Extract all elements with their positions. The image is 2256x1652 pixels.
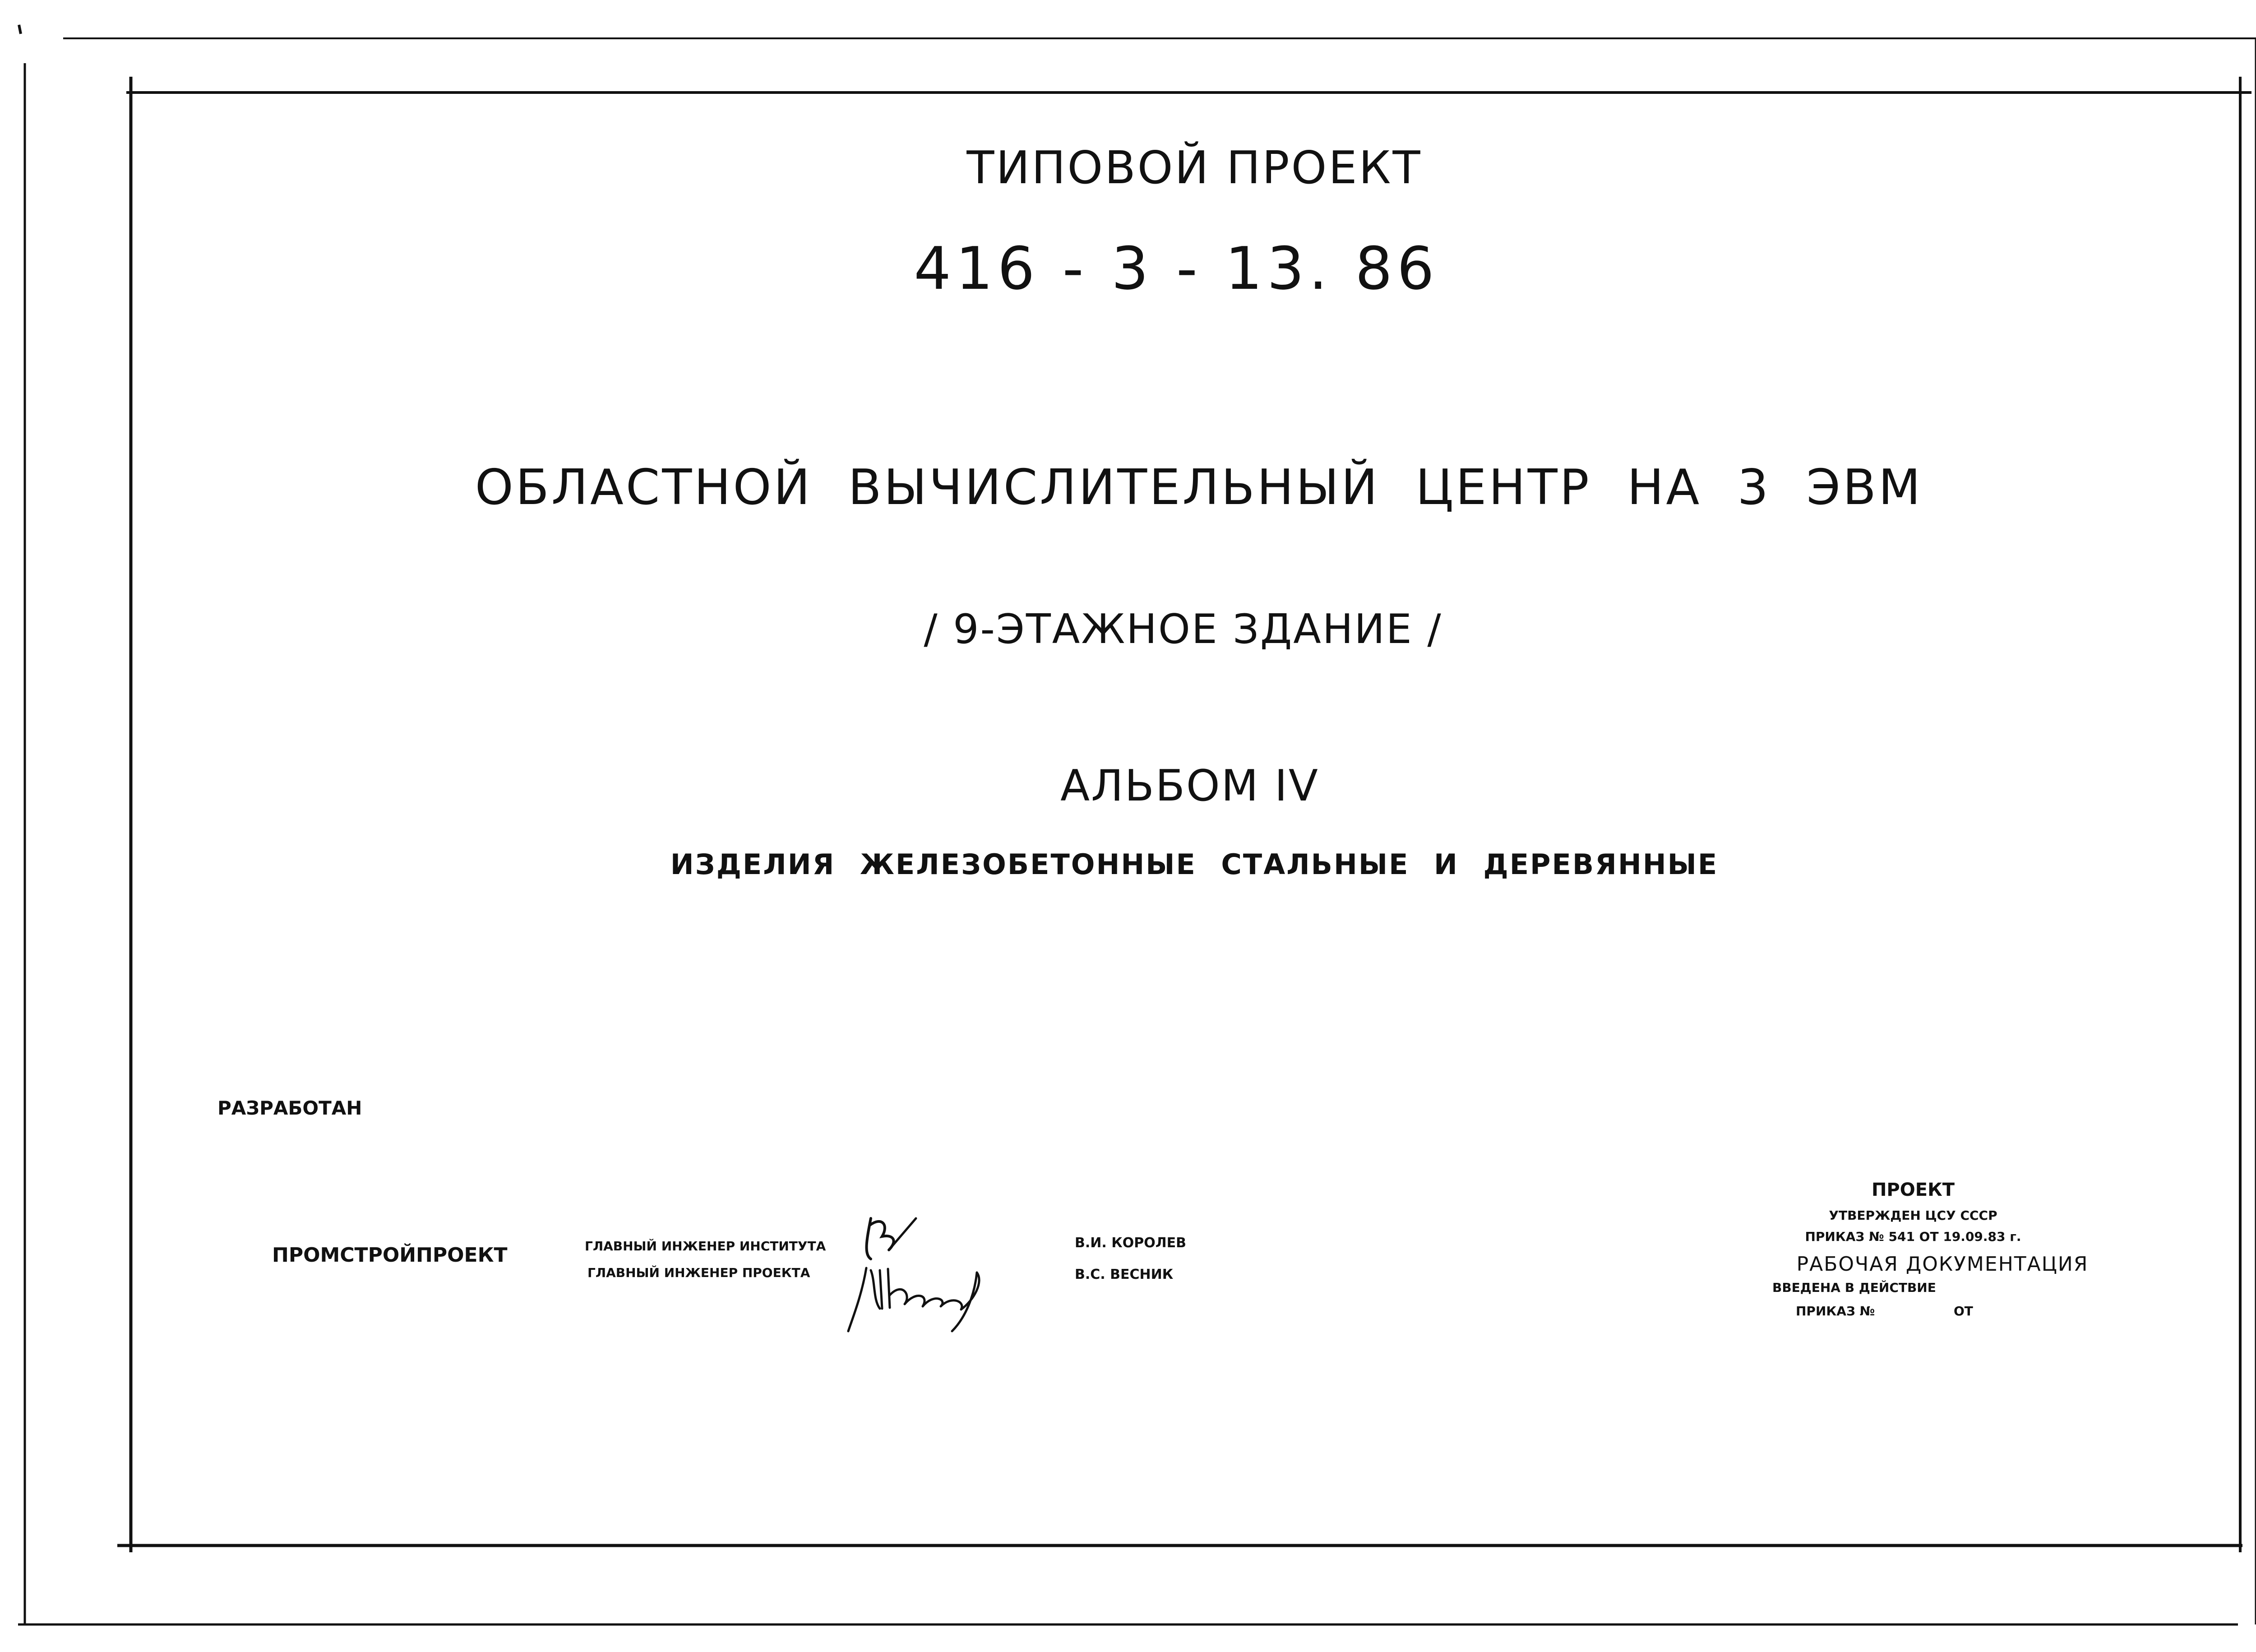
album-subtitle: ИЗДЕЛИЯ ЖЕЛЕЗОБЕТОННЫЕ СТАЛЬНЫЕ И ДЕРЕВЯННЫЕ	[670, 848, 1719, 881]
workdoc-title: РАБОЧАЯ ДОКУМЕНТАЦИЯ	[1796, 1253, 2089, 1276]
approval-order: ПРИКАЗ № 541 ОТ 19.09.83 г.	[1805, 1229, 2021, 1244]
signatory-name: В.И. КОРОЛЕВ	[1075, 1235, 1187, 1251]
approval-authority: УТВЕРЖДЕН ЦСУ СССР	[1829, 1208, 1997, 1223]
workdoc-enacted: ВВЕДЕНА В ДЕЙСТВИЕ	[1772, 1280, 1936, 1295]
signatory-name: В.С. ВЕСНИК	[1075, 1267, 1174, 1282]
signatory-role: ГЛАВНЫЙ ИНЖЕНЕР ПРОЕКТА	[587, 1265, 810, 1280]
signatory-role: ГЛАВНЫЙ ИНЖЕНЕР ИНСТИТУТА	[585, 1239, 826, 1254]
workdoc-from: ОТ	[1954, 1304, 1973, 1319]
signature-icon	[839, 1191, 1029, 1336]
album-title: АЛЬБОМ IV	[1060, 761, 1319, 811]
main-title: ОБЛАСТНОЙ ВЫЧИСЛИТЕЛЬНЫЙ ЦЕНТР НА 3 ЭВМ	[475, 459, 1923, 516]
project-number: 416 - 3 - 13. 86	[914, 234, 1439, 303]
workdoc-order: ПРИКАЗ №	[1796, 1304, 1875, 1319]
developed-label: РАЗРАБОТАН	[217, 1097, 362, 1119]
project-type: ТИПОВОЙ ПРОЕКТ	[966, 141, 1422, 194]
corner-tick	[19, 25, 21, 34]
building-note: / 9-ЭТАЖНОЕ ЗДАНИЕ /	[924, 606, 1442, 653]
approval-heading: ПРОЕКТ	[1871, 1180, 1955, 1200]
organization-name: ПРОМСТРОЙПРОЕКТ	[272, 1244, 508, 1267]
